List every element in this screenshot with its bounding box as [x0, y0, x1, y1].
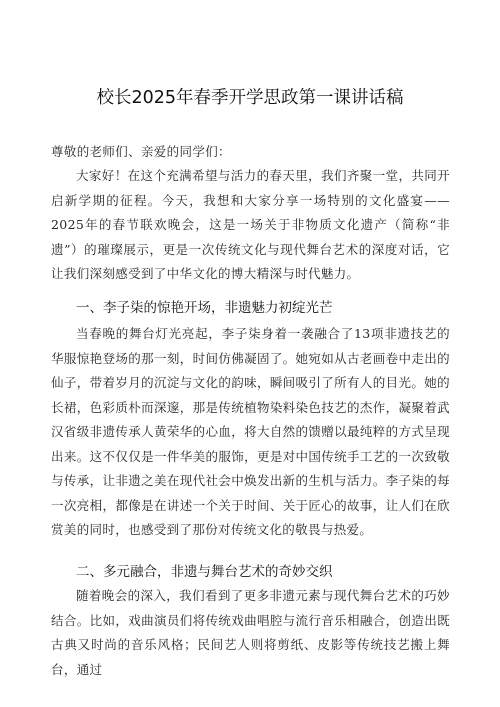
- salutation: 尊敬的老师们、亲爱的同学们：: [51, 144, 231, 159]
- paragraph-section-1: 当春晚的舞台灯光亮起，李子柒身着一袭融合了13项非遗技艺的华服惊艳登场的那一刻，时间仿佛凝固了。她宛如从古老画卷中走出的仙子，带着岁月的沉淀与文化的韵味，瞬间吸引了所有人的目光。她的长裙，色彩质朴而深邃，那是传统植物染料染色技艺的杰作，凝聚着武汉省级非遗传承人黄荣华的心血，将大自然的馈赠以最纯粹的方式呈现出来。这不仅仅是一件华美的服饰，更是对中国传统手工艺的一次致敬与传承，让非遗之美在现代社会中焕发出新的生机与活力。李子柒的每一次亮相，都像是在讲述一个关于时间、关于匠心的故事，让人们在欣赏美的同时，也感受到了那份对传统文化的敬畏与热爱。: [51, 326, 450, 537]
- section-heading-1: 一、李子柒的惊艳开场，非遗魅力初绽光芒: [76, 300, 333, 316]
- paragraph-section-2: 随着晚会的深入，我们看到了更多非遗元素与现代舞台艺术的巧妙结合。比如，戏曲演员们将传统戏曲唱腔与流行音乐相融合，创造出既古典又时尚的音乐风格；民间艺人则将剪纸、皮影等传统技艺搬上舞台，通过: [51, 588, 450, 677]
- paragraph-intro: 大家好！在这个充满希望与活力的春天里，我们齐聚一堂，共同开启新学期的征程。今天，我想和大家分享一场特别的文化盛宴——2025年的春节联欢晚会，这是一场关于非物质文化遗产（简称“非遗”）的璀璨展示，更是一次传统文化与现代舞台艺术的深度对话，它让我们深刻感受到了中华文化的博大精深与时代魅力。: [51, 168, 450, 281]
- document-title: 校长2025年春季开学思政第一课讲话稿: [96, 88, 404, 108]
- section-heading-2: 二、多元融合，非遗与舞台艺术的奇妙交织: [76, 564, 333, 580]
